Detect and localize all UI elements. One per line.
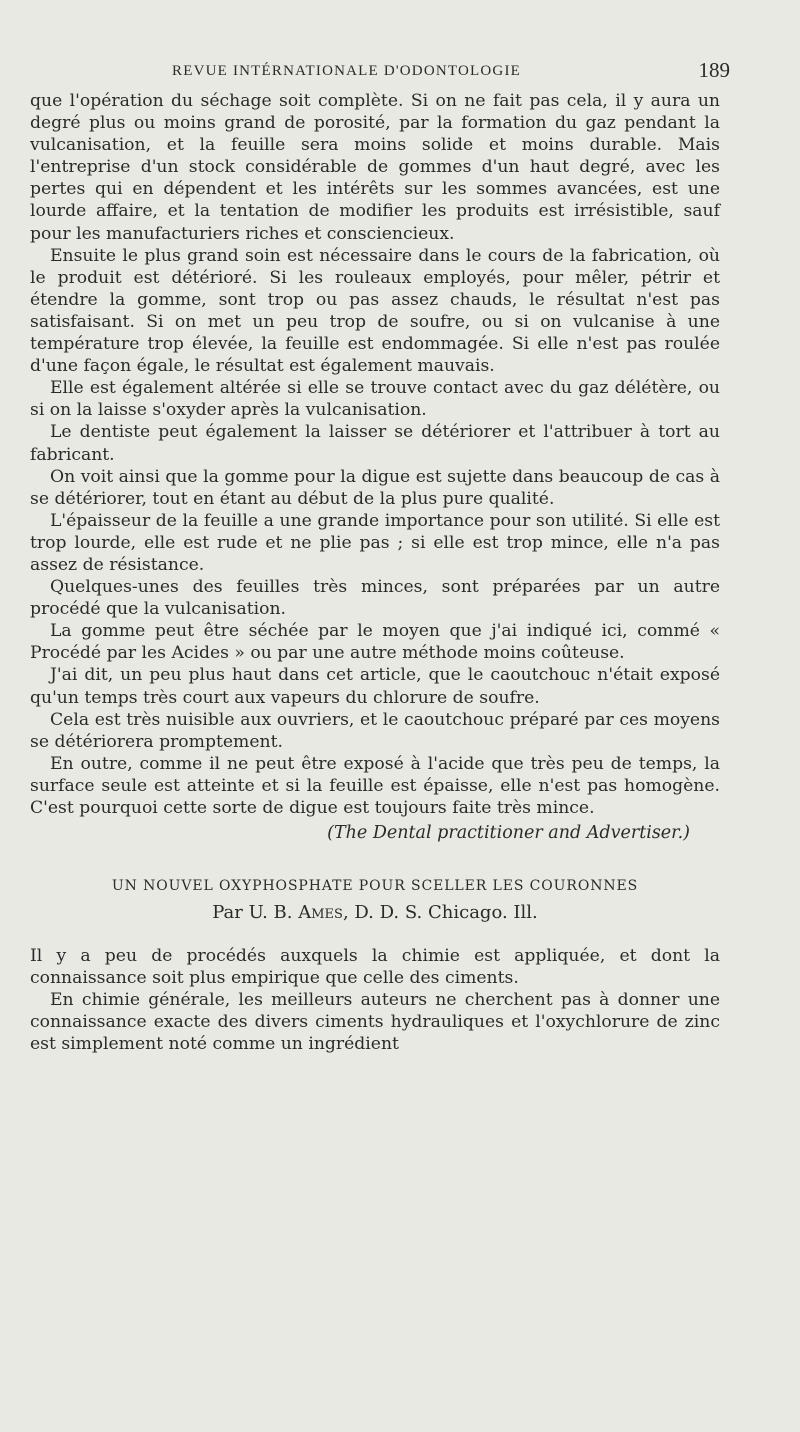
- running-header: [30, 55, 730, 89]
- running-title: REVUE INTÉRNATIONALE D'ODONTOLOGIE: [172, 63, 522, 79]
- paragraph: La gomme peut être séchée par le moyen que j'ai indiqué ici, commé « Procédé par les Acides » ou par une autre méthode moins coûteuse.: [30, 621, 720, 664]
- paragraph: On voit ainsi que la gomme pour la digue est sujette dans beaucoup de cas à se détériorer, tout en étant au début de la plus pure qualité.: [30, 466, 720, 509]
- paragraph: En chimie générale, les meilleurs auteurs ne cherchent pas à donner une connaissance exacte des divers ciments hydrauliques et l'oxychlorure de zinc est simplement noté comme un ingrédient: [30, 990, 720, 1055]
- section-body: [30, 945, 720, 1055]
- byline-author-name: Ames: [298, 902, 343, 924]
- book-page: [30, 55, 730, 1056]
- article-body: [30, 90, 720, 819]
- paragraph: Cela est très nuisible aux ouvriers, et le caoutchouc préparé par ces moyens se détériorera promptement.: [30, 709, 720, 752]
- paragraph: Le dentiste peut également la laisser se détériorer et l'attribuer à tort au fabricant.: [30, 422, 720, 465]
- author-byline: [30, 901, 720, 925]
- section-title: UN NOUVEL OXYPHOSPHATE POUR SCELLER LES COURONNES: [111, 878, 639, 895]
- paragraph: Il y a peu de procédés auxquels la chimie est appliquée, et dont la connaissance soit plus empirique que celle des ciments.: [30, 946, 720, 989]
- paragraph: Quelques-unes des feuilles très minces, sont préparées par un autre procédé que la vulcanisation.: [30, 577, 720, 620]
- paragraph: Ensuite le plus grand soin est nécessaire dans le cours de la fabrication, où le produit est détérioré. Si les rouleaux employés, pour mêler, pétrir et étendre la gomme, sont trop ou pas assez chauds, le résultat n'est pas satisfaisant. Si on met un peu trop de soufre, ou si on vulcanise à une température trop élevée, la feuille est endommagée. Si elle n'est pas roulée d'une façon égale, le résultat est également mauvais.: [30, 245, 720, 377]
- source-attribution: (The Dental practitioner and Advertiser.): [327, 823, 690, 844]
- byline-suffix: , D. D. S. Chicago. Ill.: [342, 902, 538, 924]
- paragraph: L'épaisseur de la feuille a une grande importance pour son utilité. Si elle est trop lourde, elle est rude et ne plie pas ; si elle est trop mince, elle n'a pas assez de résistance.: [30, 510, 720, 575]
- byline-prefix: Par U. B.: [212, 902, 299, 924]
- paragraph: Elle est également altérée si elle se trouve contact avec du gaz délétère, ou si on la laisse s'oxyder après la vulcanisation.: [30, 378, 720, 421]
- paragraph: J'ai dit, un peu plus haut dans cet article, que le caoutchouc n'était exposé qu'un temps très court aux vapeurs du chlorure de soufre.: [30, 665, 720, 708]
- paragraph: que l'opération du séchage soit complète. Si on ne fait pas cela, il y aura un degré plus ou moins grand de porosité, par la formation du gaz pendant la vulcanisation, et la feuille sera moins solide et moins durable. Mais l'entreprise d'un stock considérable de gommes d'un haut degré, avec les pertes qui en dépendent et les intérêts sur les sommes avancées, est une lourde affaire, et la tentation de modifier les produits est irrésistible, sauf pour les manufacturiers riches et consciencieux.: [30, 91, 720, 244]
- page-number: 189: [698, 58, 730, 82]
- paragraph: En outre, comme il ne peut être exposé à l'acide que très peu de temps, la surface seule est atteinte et si la feuille est épaisse, elle n'est pas homogène. C'est pourquoi cette sorte de digue est toujours faite très mince.: [30, 753, 720, 818]
